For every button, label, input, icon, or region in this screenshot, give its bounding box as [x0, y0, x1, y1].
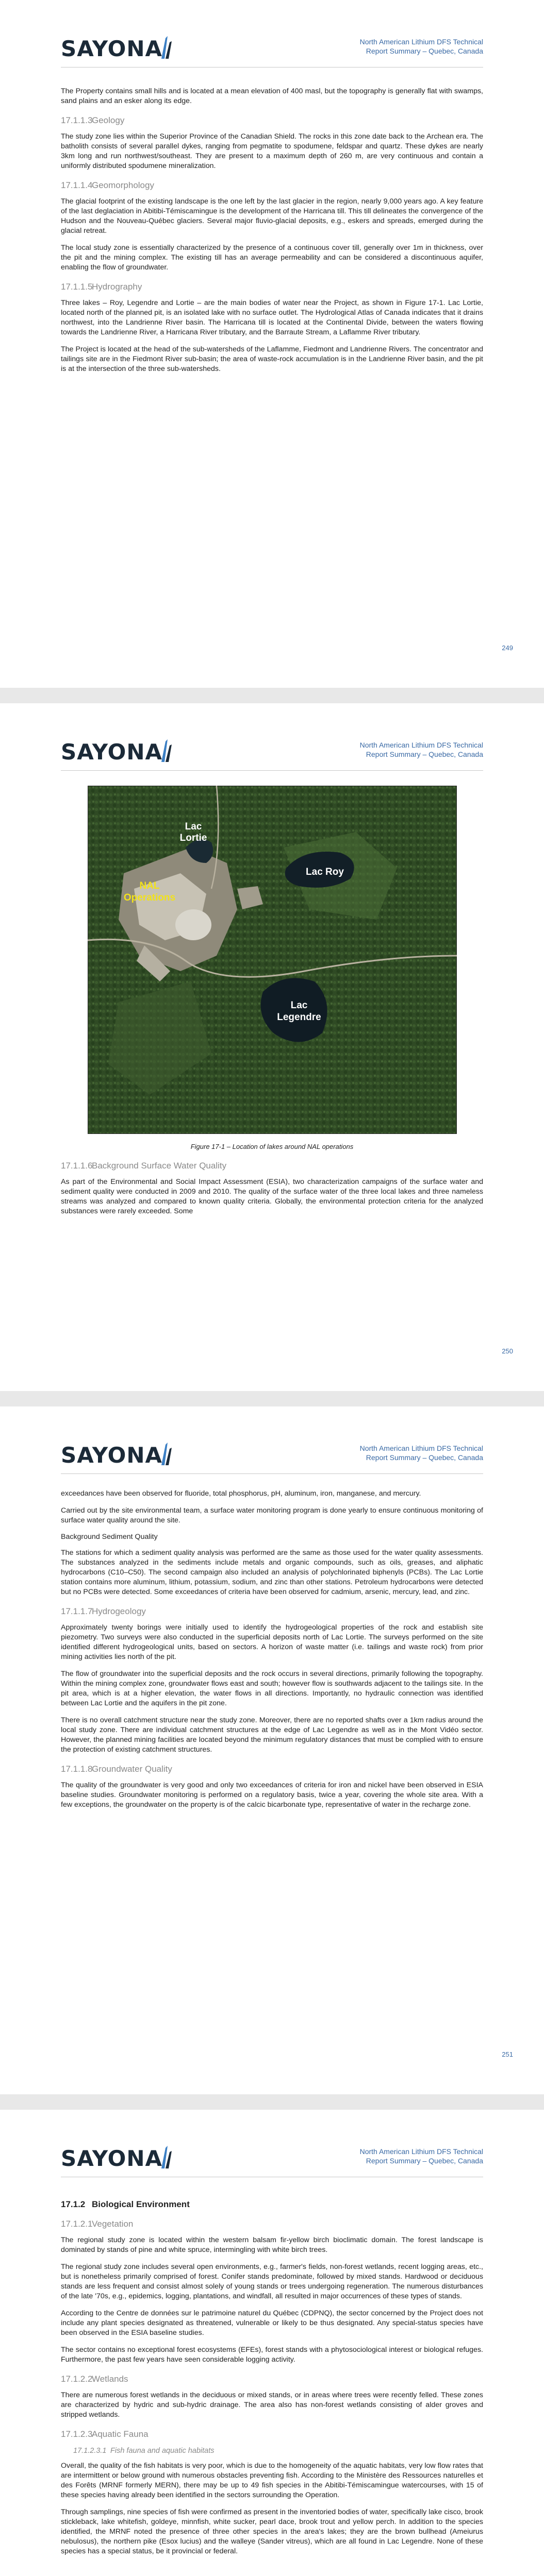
section-number: 17.1.1.8 [61, 1764, 93, 1774]
paragraph: Approximately twenty borings were initially used to identify the hydrogeological properties of the rock and establish site piezometry. Two surveys were also conducted in the superficial deposits north of Lac Lortie. The surveys performed on the site identified different hydrogeological units, based on sectors. A horizon of waste matter (i.e. tailings and waste rock) from prior mining activities lies north of the pit. [61, 1623, 483, 1661]
section-heading [61, 282, 483, 292]
header-divider [61, 1473, 483, 1474]
page-body [61, 1161, 483, 1216]
header-title: North American Lithium DFS Technical Report Summary – Quebec, Canada [359, 38, 483, 55]
label-lac-lortie-line1: Lac [185, 821, 202, 832]
paragraph: The quality of the groundwater is very good and only two exceedances of criteria for iron and nickel have been observed in ESIA baseline studies. Groundwater monitoring is performed on a regulatory basis, twice a year, covering the whole site area. With a few exceptions, the groundwater on the property is of the calcic bicarbonate type, representative of water in the recharge zone. [61, 1781, 483, 1809]
paragraph: The sector contains no exceptional forest ecosystems (EFEs), forest stands with a phytosociological interest or biological refuges. Furthermore, the past few years have seen considerable logging activity. [61, 2346, 483, 2364]
paragraph: There is no overall catchment structure near the study zone. Moreover, there are no reported shafts over a 1km radius around the local study zone. There are individual catchment structures at the edge of Lac Legendre as well as in the Mont Vidéo sector. However, the planned mining facilities are located beyond the minimum regulatory distances that must be complied with to ensure the protection of existing catchment structures. [61, 1716, 483, 1754]
section-heading [61, 1606, 483, 1617]
section-title: Groundwater Quality [92, 1764, 172, 1774]
section-number: 17.1.2 [61, 2199, 86, 2209]
section-number: 17.1.1.4 [61, 180, 93, 190]
logo-swoosh-icon [159, 1442, 173, 1466]
pit-area [175, 909, 211, 940]
page-number: 250 [502, 1347, 513, 1355]
page-252 [0, 2110, 544, 2576]
paragraph: Overall, the quality of the fish habitats is very poor, which is due to the homogeneity of the aquatic habitats, very low flow rates that are intermittent or below ground with numerous obstacles preventing fish. According to the Ministère des Ressources naturelles et des Forêts (MRNF formerly MERN), there may be up to 49 fish species in the Abitibi-Témiscamingue watercourses, with 15 of these species having already been identified in the sectors surrounding the Operation. [61, 2462, 483, 2499]
page-body [61, 1479, 483, 1810]
page-body [61, 2182, 483, 2556]
satellite-map [88, 786, 457, 1134]
section-heading [61, 2199, 483, 2210]
paragraph: The Property contains small hills and is located at a mean elevation of 400 masl, but the topography is generally flat with swamps, sand plains and an esker along its edge. [61, 87, 483, 105]
page-number: 249 [502, 644, 513, 652]
logo-swoosh-icon [159, 738, 173, 763]
section-number: 17.1.2.3 [61, 2429, 93, 2439]
subheading: Background Sediment Quality [61, 1533, 158, 1541]
label-lac-legendre-line2: Legendre [276, 1012, 321, 1023]
section-title: Wetlands [92, 2374, 128, 2384]
paragraph: Three lakes – Roy, Legendre and Lortie – are the main bodies of water near the Project, as shown in Figure 17-1. Lac Lortie, located north of the planned pit, is an isolated lake with no surface outlet. The Hydrological Atlas of Canada indicates that it drains northwest, into the Landrienne River basin. The Harricana till is located at the Continental Divide, between the waters flowing towards the Landrienne River, a Harricana River tributary, and the Barraute Stream, a Laflamme River tributary. [61, 299, 483, 336]
section-title: Biological Environment [92, 2199, 190, 2209]
section-heading [73, 2447, 483, 2455]
section-title: Vegetation [92, 2219, 134, 2229]
section-number: 17.1.2.3.1 [73, 2447, 107, 2455]
label-nal-line2: Operations [123, 892, 175, 903]
section-heading [61, 1161, 483, 1171]
header-title: North American Lithium DFS Technical Report Summary – Quebec, Canada [359, 741, 483, 758]
page-header [61, 703, 483, 775]
header-title: North American Lithium DFS Technical Report Summary – Quebec, Canada [359, 1444, 483, 1462]
page-250 [0, 703, 544, 1391]
label-lac-roy: Lac Roy [305, 867, 344, 877]
page-header [61, 1406, 483, 1479]
section-number: 17.1.1.5 [61, 282, 93, 292]
section-number: 17.1.2.2 [61, 2374, 93, 2384]
page-body [61, 72, 483, 374]
logo-swoosh-icon [159, 35, 173, 60]
page-number: 251 [502, 2050, 513, 2058]
page-251 [0, 1406, 544, 2094]
section-title: Aquatic Fauna [92, 2429, 149, 2439]
section-title: Geology [92, 115, 125, 125]
figure-caption: Figure 17-1 – Location of lakes around NAL operations [190, 1143, 354, 1150]
section-title: Fish fauna and aquatic habitats [110, 2447, 215, 2455]
header-title: North American Lithium DFS Technical Report Summary – Quebec, Canada [359, 2147, 483, 2165]
paragraph: The regional study zone is located within the western balsam fir-yellow birch bioclimatic domain. The forest landscape is dominated by stands of pine and white spruce, intermingling with white birch trees. [61, 2236, 483, 2254]
section-title: Geomorphology [92, 180, 154, 190]
paragraph: Carried out by the site environmental team, a surface water monitoring program is done yearly to ensure continuous monitoring of surface water quality around the site. [61, 1506, 483, 1524]
logo-swoosh-icon [159, 2145, 173, 2170]
section-heading [61, 2429, 483, 2439]
paragraph: The study zone lies within the Superior Province of the Canadian Shield. The rocks in this zone date back to the Archean era. The batholith consists of several parallel dykes, ranging from pegmatite to spodumene, feldspar and quartz. These dykes are nearly 3km long and run northwest/southeast. They are present to a maximum depth of 260 m, are very continuous and contain a uniformly distributed spodumene mineralization. [61, 132, 483, 170]
section-heading [61, 1764, 483, 1774]
paragraph: The flow of groundwater into the superficial deposits and the rock occurs in several directions, primarily following the topography. Within the mining complex zone, groundwater flows east and south; however flow is southwards adjacent to the tailings site. In the pit area, which is at a higher elevation, the water flows in all directions. Importantly, no hydraulic connection was identified between Lac Lortie and the aquifers in the pit zone. [61, 1670, 483, 1707]
lakes-map-figure [88, 786, 457, 1150]
paragraph: As part of the Environmental and Social Impact Assessment (ESIA), two characterization campaigns of the surface water and sediment quality were conducted in 2009 and 2010. The quality of the surface water of the three local lakes and three nameless streams was analyzed and compared to known quality criteria. Globally, the environmental protection criteria for the analyzed substances were rarely exceeded. Some [61, 1178, 483, 1215]
paragraph: The Project is located at the head of the sub-watersheds of the Laflamme, Fiedmont and Landrienne Rivers. The concentrator and tailings site are in the Fiedmont River sub-basin; the area of waste-rock accumulation is in the Landrienne River basin, and the pit is at the intersection of the three sub-watersheds. [61, 345, 483, 373]
section-number: 17.1.2.1 [61, 2219, 93, 2229]
section-number: 17.1.1.3 [61, 115, 93, 125]
label-lac-lortie-line2: Lortie [179, 833, 207, 843]
paragraph: The regional study zone includes several open environments, e.g., farmer's fields, non-forest wetlands, recent logging areas, etc., but is nonetheless primarily comprised of forest. Conifer stands predominate, followed by mixed stands. Hardwood or deciduous stands are less frequent and consist almost solely of young stands or trees undergoing regeneration. The numerous disturbances of the late '70s, e.g., epidemics, logging, plantations, and windfall, all resulted in major occurrences of these types of stands. [61, 2263, 483, 2300]
section-title: Background Surface Water Quality [92, 1161, 227, 1171]
section-heading [61, 180, 483, 191]
paragraph: The local study zone is essentially characterized by the presence of a continuous cover till, generally over 1m in thickness, over the pit and the mining complex. The existing till has an average permeability and can be considered a discontinuous aquifer, enabling the flow of groundwater. [61, 244, 483, 272]
section-number: 17.1.1.6 [61, 1161, 93, 1171]
header-divider [61, 770, 483, 771]
sayona-logo: SAYONA [61, 2145, 173, 2170]
paragraph: The stations for which a sediment quality analysis was performed are the same as those used for the water quality assessments. The substances analyzed in the sediments include metals and organic compounds, such as oils, greases, and aliphatic hydrocarbons (C10–C50). The second campaign also included an analysis of polychlorinated biphenyls (PCBs). The Lac Lortie station contains more aluminum, lithium, potassium, sodium, and zinc than other stations. Petroleum hydrocarbons were detected but no PCBs were detected. Some exceedances of criteria have been observed for cadmium, arsenic, mercury, lead, and zinc. [61, 1549, 483, 1596]
paragraph: exceedances have been observed for fluoride, total phosphorus, pH, aluminum, iron, manganese, and mercury. [61, 1489, 421, 1498]
sayona-logo: SAYONA [61, 1442, 173, 1466]
section-number: 17.1.1.7 [61, 1606, 93, 1616]
section-title: Hydrogeology [92, 1606, 146, 1616]
section-heading [61, 115, 483, 126]
paragraph: According to the Centre de données sur le patrimoine naturel du Québec (CDPNQ), the sector concerned by the Project does not include any plant species designated as threatened, vulnerable or likely to be thus designated. Any special-status species have been observed in the ESIA baseline studies. [61, 2309, 483, 2337]
section-title: Hydrography [92, 282, 142, 292]
page-header [61, 2110, 483, 2182]
paragraph: There are numerous forest wetlands in the deciduous or mixed stands, or in areas where trees were recently felled. These zones are characterized by hydric and sub-hydric drainage. The area also has non-forest wetlands consisting of alder groves and stripped wetlands. [61, 2391, 483, 2419]
section-heading [61, 2374, 483, 2384]
page-249 [0, 0, 544, 688]
page-header [61, 0, 483, 72]
sayona-logo: SAYONA [61, 738, 173, 763]
sayona-logo: SAYONA [61, 35, 173, 60]
paragraph: The glacial footprint of the existing landscape is the one left by the last glacier in the region, nearly 9,000 years ago. A key feature of the last deglaciation in Abitibi-Témiscamingue is the development of the Harricana till. This till delineates the convergence of the Hudson and the Nouveau-Québec glaciers. Several major fluvio-glacial deposits, e.g., eskers and spreads, emerged during the glacial retreat. [61, 197, 483, 235]
label-lac-legendre-line1: Lac [290, 1000, 307, 1011]
label-nal-line1: NAL [139, 880, 160, 891]
section-heading [61, 2219, 483, 2229]
paragraph: Through samplings, nine species of fish were confirmed as present in the inventoried bodies of water, specifically lake cisco, brook stickleback, lake whitefish, goldeye, minnfish, white sucker, pearl dace, brook trout and yellow perch. In addition to the species identified, the MRNF noted the presence of three other species in the area's lakes; they are the brown bullhead (Ameiurus nebulosus), the northern pike (Esox lucius) and the walleye (Sander vitreus), which are all found in Lac Legendre. None of these species has a special status, be it provincial or federal. [61, 2508, 483, 2555]
